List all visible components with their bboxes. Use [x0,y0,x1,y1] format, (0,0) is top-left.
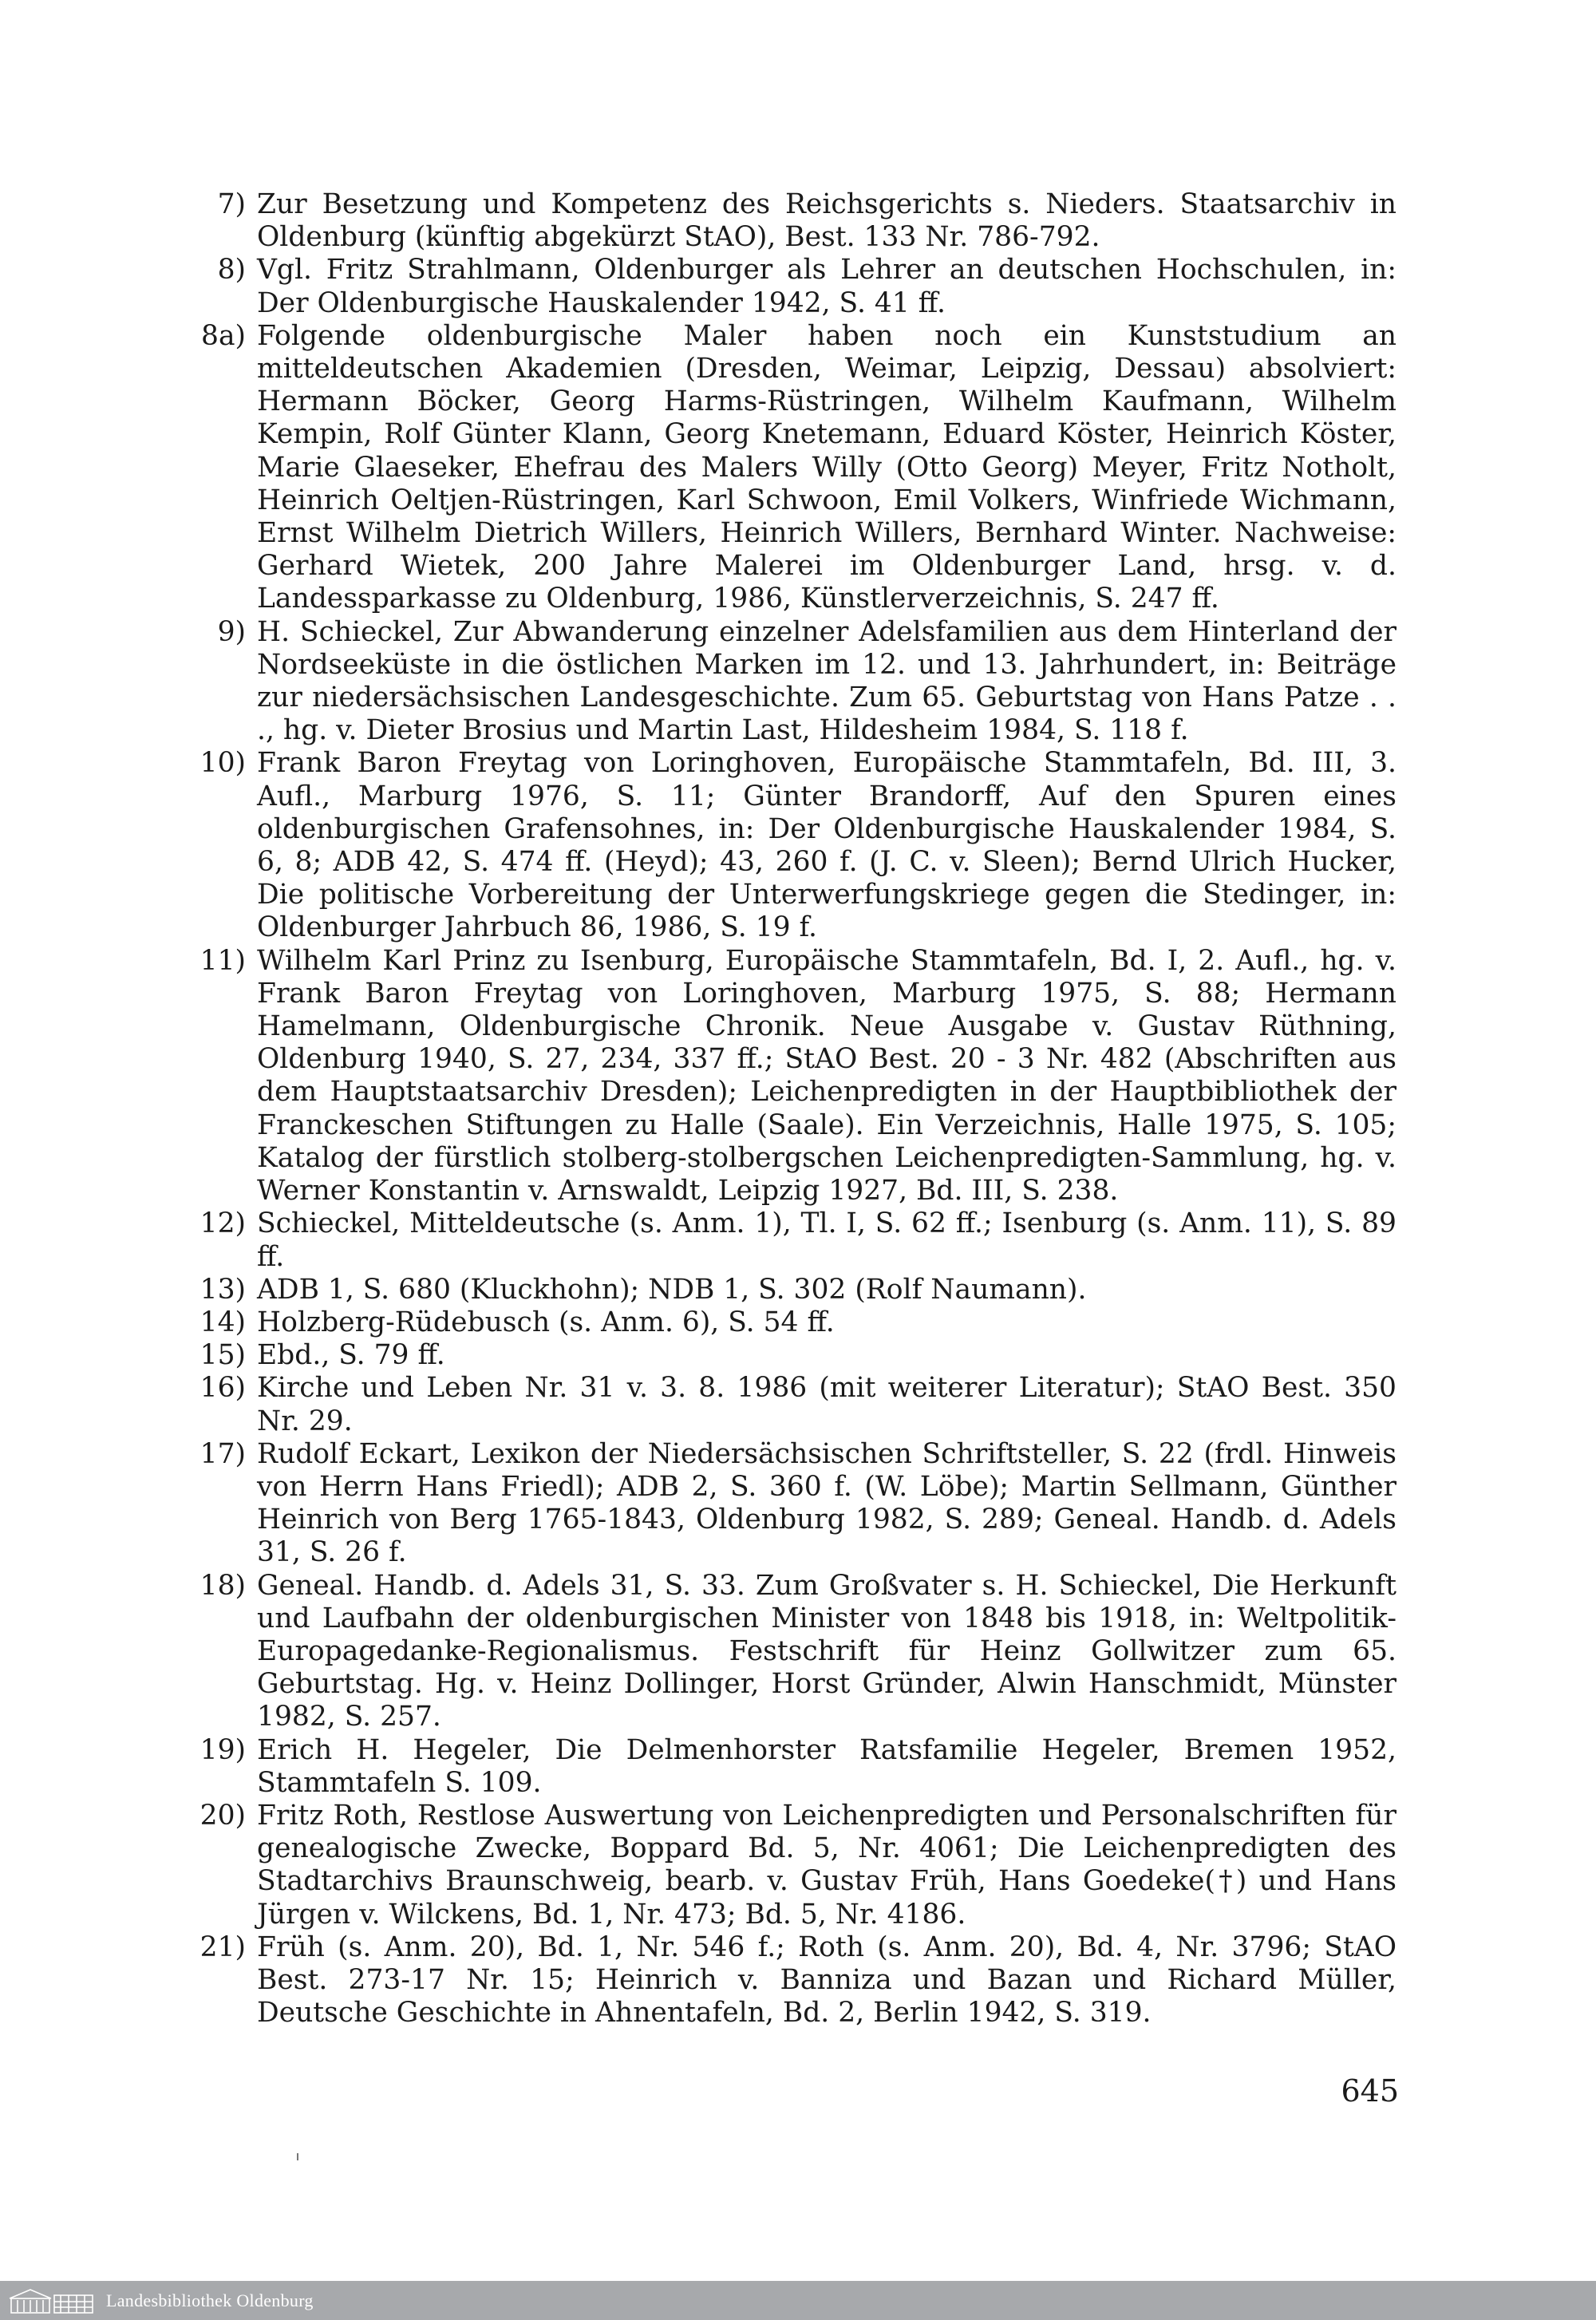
footnote [184,1800,1396,1931]
footnote-text: Frank Baron Freytag von Loringhoven, Europäische Stammtafeln, Bd. III, 3. Aufl., Marburg 1976, S. 11; Günter Brandorff, Auf den Spuren eines oldenburgischen Grafensohnes, in: Der Oldenburgische Hauskalender 1984, S. 6, 8; ADB 42, S. 474 ff. (Heyd); 43, 260 f. (J. C. v. Sleen); Bernd Ulrich Hucker, Die politische Vorbereitung der Unterwerfungskriege gegen die Stedinger, in: Oldenburger Jahrbuch 86, 1986, S. 19 f. [257,747,1396,944]
footnote-number: 21) [200,1931,246,1963]
footnote [184,1931,1396,2030]
footnote-number: 8a) [201,319,246,352]
footnote [184,320,1396,616]
footnote-number: 12) [200,1207,246,1240]
footnote-text: Zur Besetzung und Kompetenz des Reichsgerichts s. Nieders. Staatsarchiv in Oldenburg (künftig abgekürzt StAO), Best. 133 Nr. 786-792. [257,188,1396,254]
footnote-number: 14) [200,1306,246,1338]
footnote-number: 16) [200,1372,246,1405]
footnote-number: 20) [200,1799,246,1832]
footnote [184,1306,1396,1339]
footnote [184,1734,1396,1800]
footnote-list [184,188,1396,2030]
footnote [184,1570,1396,1734]
footnote [184,1438,1396,1570]
footnote-number: 8) [217,254,246,287]
footnote-text: H. Schieckel, Zur Abwanderung einzelner Adelsfamilien aus dem Hinterland der Nordseeküste in die östlichen Marken im 12. und 13. Jahrhundert, in: Beiträge zur niedersächsischen Landesgeschichte. Zum 65. Geburtstag von Hans Patze . . ., hg. v. Dieter Brosius und Martin Last, Hildesheim 1984, S. 118 f. [257,615,1396,747]
footnote [184,188,1396,254]
footnote-text: Schieckel, Mitteldeutsche (s. Anm. 1), Tl. I, S. 62 ff.; Isenburg (s. Anm. 11), S. 89 ff. [257,1207,1396,1273]
footnote-number: 7) [217,188,246,220]
library-name: Landesbibliothek Oldenburg [106,2290,314,2310]
footnote-number: 17) [200,1437,246,1470]
footnote-text: Kirche und Leben Nr. 31 v. 3. 8. 1986 (mit weiterer Literatur); StAO Best. 350 Nr. 29. [257,1372,1396,1437]
footnote-text: Geneal. Handb. d. Adels 31, S. 33. Zum Großvater s. H. Schieckel, Die Herkunft und Laufbahn der oldenburgischen Minister von 1848 bis 1918, in: Weltpolitik-Europagedanke-Regionalismus. Festschrift für Heinz Gollwitzer zum 65. Geburtstag. Hg. v. Heinz Dollinger, Horst Gründer, Alwin Hanschmidt, Münster 1982, S. 257. [257,1569,1396,1733]
footnote-number: 11) [200,944,246,977]
footnote-text: Erich H. Hegeler, Die Delmenhorster Ratsfamilie Hegeler, Bremen 1952, Stammtafeln S. 109. [257,1733,1396,1799]
library-building-icon [8,2287,96,2314]
footnote-text: Folgende oldenburgische Maler haben noch ein Kunststudium an mitteldeutschen Akademien (Dresden, Weimar, Leipzig, Dessau) absolviert: Hermann Böcker, Georg Harms-Rüstringen, Wilhelm Kaufmann, Wilhelm Kempin, Rolf Günter Klann, Georg Knetemann, Eduard Köster, Heinrich Köster, Marie Glaeseker, Ehefrau des Malers Willy (Otto Georg) Meyer, Fritz Notholt, Heinrich Oeltjen-Rüstringen, Karl Schwoon, Emil Volkers, Winfriede Wichmann, Ernst Wilhelm Dietrich Willers, Heinrich Willers, Bernhard Winter. Nachweise: Gerhard Wietek, 200 Jahre Malerei im Oldenburger Land, hrsg. v. d. Landessparkasse zu Oldenburg, 1986, Künstlerverzeichnis, S. 247 ff. [257,319,1396,615]
footnote [184,1207,1396,1273]
footnote-number: 9) [217,615,246,648]
footnote-text: Fritz Roth, Restlose Auswertung von Leichenpredigten und Personalschriften für genealogische Zwecke, Boppard Bd. 5, Nr. 4061; Die Leichenpredigten des Stadtarchivs Braunschweig, bearb. v. Gustav Früh, Hans Goedeke(†) und Hans Jürgen v. Wilckens, Bd. 1, Nr. 473; Bd. 5, Nr. 4186. [257,1799,1396,1931]
footnote [184,747,1396,944]
footnote-text: Holzberg-Rüdebusch (s. Anm. 6), S. 54 ff. [257,1306,835,1338]
scan-speck [297,2153,298,2160]
footnote-text: ADB 1, S. 680 (Kluckhohn); NDB 1, S. 302 (Rolf Naumann). [257,1273,1087,1306]
footnote-text: Wilhelm Karl Prinz zu Isenburg, Europäische Stammtafeln, Bd. I, 2. Aufl., hg. v. Frank Baron Freytag von Loringhoven, Marburg 1975, S. 88; Hermann Hamelmann, Oldenburgische Chronik. Neue Ausgabe v. Gustav Rüthning, Oldenburg 1940, S. 27, 234, 337 ff.; StAO Best. 20 - 3 Nr. 482 (Abschriften aus dem Hauptstaatsarchiv Dresden); Leichenpredigten in der Hauptbibliothek der Franckeschen Stiftungen zu Halle (Saale). Ein Verzeichnis, Halle 1975, S. 105; Katalog der fürstlich stolberg-stolbergschen Leichenpredigten-Sammlung, hg. v. Werner Konstantin v. Arnswaldt, Leipzig 1927, Bd. III, S. 238. [257,944,1396,1207]
footnote [184,1372,1396,1437]
footnote-number: 10) [200,747,246,780]
footnote [184,254,1396,319]
library-footer-bar [0,2281,1596,2320]
footnote-text: Früh (s. Anm. 20), Bd. 1, Nr. 546 f.; Roth (s. Anm. 20), Bd. 4, Nr. 3796; StAO Best. 273-17 Nr. 15; Heinrich v. Banniza und Bazan und Richard Müller, Deutsche Geschichte in Ahnentafeln, Bd. 2, Berlin 1942, S. 319. [257,1931,1396,2030]
footnote-text: Rudolf Eckart, Lexikon der Niedersächsischen Schriftsteller, S. 22 (frdl. Hinweis von Herrn Hans Friedl); ADB 2, S. 360 f. (W. Löbe); Martin Sellmann, Günther Heinrich von Berg 1765-1843, Oldenburg 1982, S. 289; Geneal. Handb. d. Adels 31, S. 26 f. [257,1437,1396,1569]
footnote-text: Vgl. Fritz Strahlmann, Oldenburger als Lehrer an deutschen Hochschulen, in: Der Oldenburgische Hauskalender 1942, S. 41 ff. [257,254,1396,319]
footnote [184,1274,1396,1306]
footnote-number: 19) [200,1733,246,1766]
footnote-number: 18) [200,1569,246,1602]
footnote [184,945,1396,1208]
footnote-number: 15) [200,1339,246,1372]
footnote-number: 13) [200,1273,246,1306]
footnote [184,1339,1396,1372]
page-number: 645 [1341,2073,1399,2109]
footnote [184,616,1396,748]
footnote-text: Ebd., S. 79 ff. [257,1339,445,1372]
